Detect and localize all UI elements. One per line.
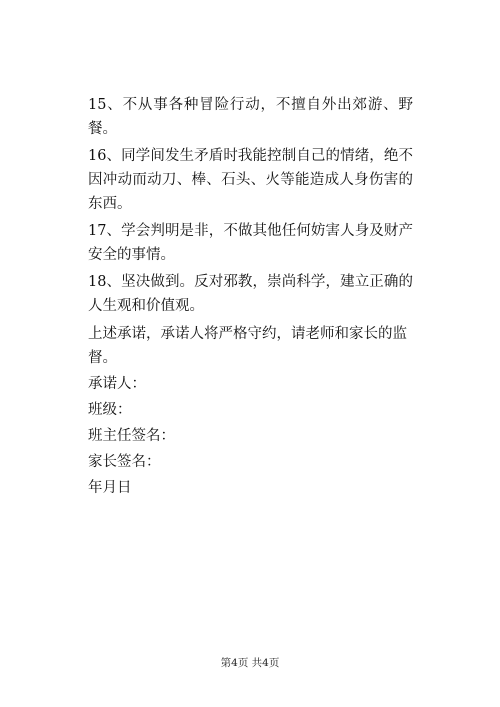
item-16: 16、同学间发生矛盾时我能控制自己的情绪，绝不因冲动而动刀、棒、石头、火等能造成人身伤害的东西。 bbox=[88, 148, 413, 212]
teacher-signature-field: 班主任签名： bbox=[88, 428, 175, 444]
page-footer: 第4页 共4页 bbox=[220, 657, 280, 669]
document-body bbox=[88, 93, 413, 502]
class-field: 班级： bbox=[88, 402, 132, 418]
commitment-statement: 上述承诺，承诺人将严格守约，请老师和家长的监督。 bbox=[88, 326, 407, 366]
item-15: 15、不从事各种冒险行动，不擅自外出郊游、野餐。 bbox=[88, 97, 413, 137]
parent-signature-field: 家长签名： bbox=[88, 454, 161, 470]
date-field: 年月日 bbox=[88, 480, 132, 496]
item-17: 17、学会判明是非，不做其他任何妨害人身及财产安全的事情。 bbox=[88, 223, 413, 263]
item-18: 18、坚决做到。反对邪教，崇尚科学，建立正确的人生观和价值观。 bbox=[88, 274, 413, 314]
promiser-field: 承诺人： bbox=[88, 376, 146, 392]
